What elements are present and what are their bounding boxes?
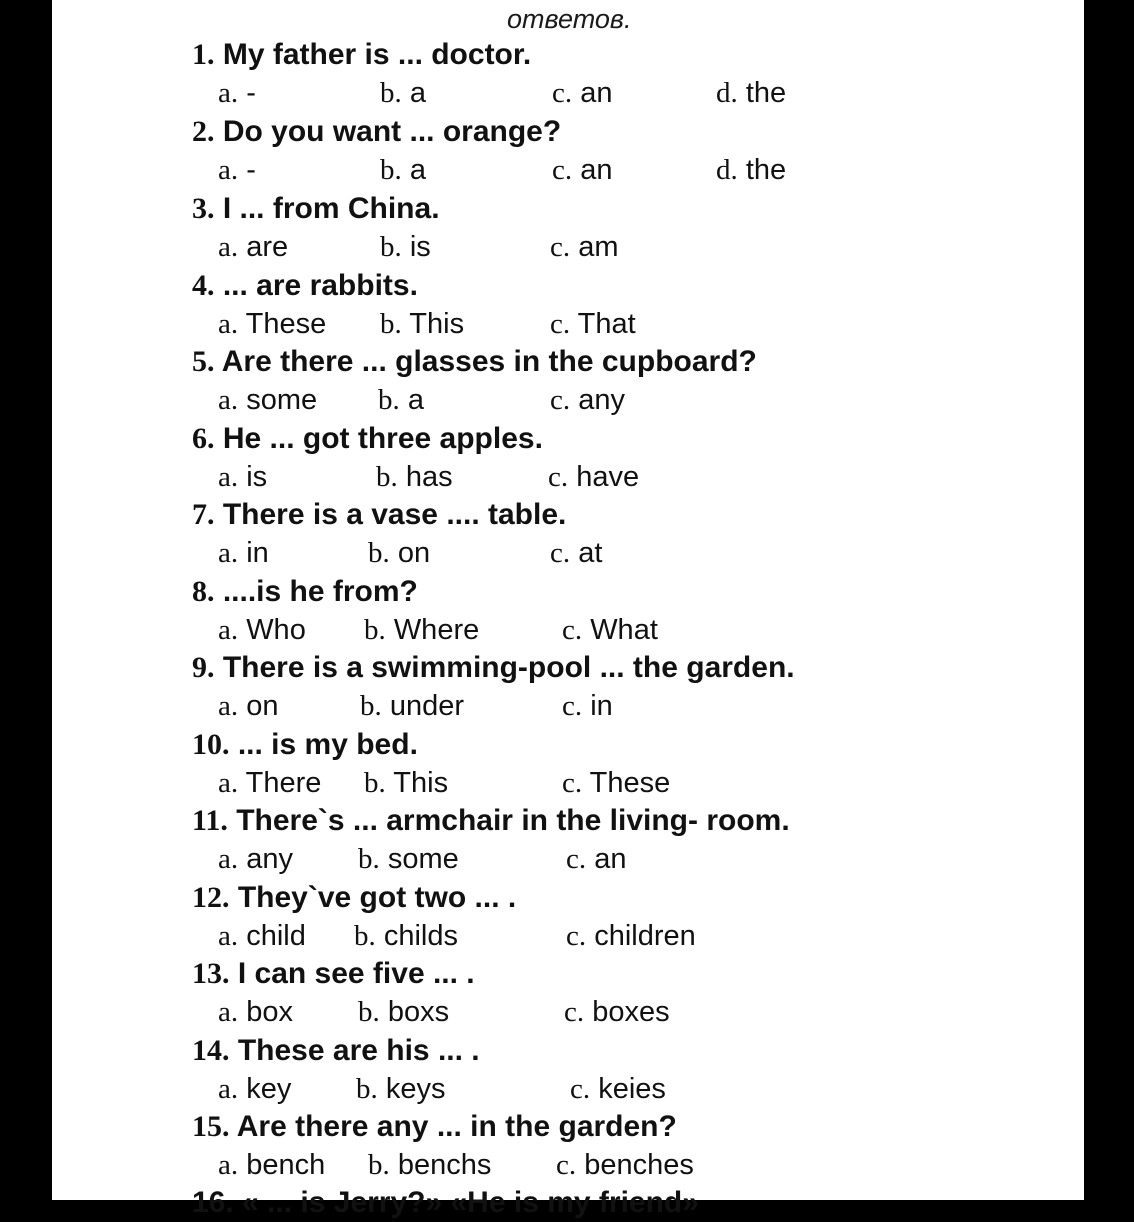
option-letter: a. [218, 690, 239, 722]
question-number: 2. [192, 115, 215, 148]
question-11 [192, 802, 790, 840]
question-1 [192, 36, 531, 74]
answer-option [380, 305, 464, 343]
answer-option [218, 764, 321, 802]
option-text: This [409, 308, 465, 340]
question-number: 12. [192, 881, 230, 914]
option-letter: c. [562, 767, 583, 799]
option-text: boxs [387, 996, 450, 1028]
option-letter: a. [218, 1073, 239, 1105]
answer-option [380, 151, 426, 189]
question-number: 1. [192, 38, 215, 71]
question-13 [192, 955, 475, 993]
answer-option [566, 840, 626, 878]
answer-option [552, 74, 612, 112]
answer-option [218, 687, 278, 725]
answer-option [364, 611, 479, 649]
option-letter: b. [368, 1149, 390, 1181]
option-text: a [407, 384, 424, 416]
answer-option [218, 381, 317, 419]
answer-option [380, 74, 426, 112]
answer-option [354, 917, 458, 955]
option-letter: a. [218, 154, 239, 186]
option-letter: a. [218, 1149, 239, 1181]
option-text: on [397, 537, 431, 569]
question-text: I can see five ... . [237, 957, 475, 990]
option-text: These [589, 767, 671, 799]
option-letter: c. [570, 1073, 591, 1105]
option-text: There [245, 767, 322, 799]
question-number: 14. [192, 1034, 230, 1067]
question-7 [192, 496, 566, 534]
question-9 [192, 649, 795, 687]
option-letter: a. [218, 308, 239, 340]
answer-options-13 [52, 993, 1084, 1031]
option-text: are [246, 231, 289, 263]
answer-option [562, 764, 670, 802]
answer-options-4 [52, 305, 1084, 343]
question-number: 11. [192, 804, 228, 837]
option-text: the [745, 77, 787, 109]
option-letter: b. [376, 461, 398, 493]
question-text: He ... got three apples. [222, 422, 543, 455]
option-text: Where [393, 614, 480, 646]
option-letter: a. [218, 231, 239, 263]
answer-option [368, 534, 430, 572]
answer-option [358, 840, 459, 878]
option-letter: d. [716, 154, 738, 186]
answer-option [564, 993, 670, 1031]
question-5 [192, 343, 757, 381]
option-letter: b. [364, 767, 386, 799]
option-letter: b. [380, 231, 402, 263]
option-letter: b. [354, 920, 376, 952]
option-text: the [745, 154, 787, 186]
option-text: boxes [592, 996, 670, 1028]
option-text: - [246, 154, 256, 186]
option-letter: b. [368, 537, 390, 569]
option-text: keies [598, 1073, 666, 1105]
option-text: an [580, 77, 613, 109]
question-text: Do you want ... orange? [222, 115, 562, 148]
answer-option [218, 151, 256, 189]
answer-options-5 [52, 381, 1084, 419]
answer-option [562, 611, 658, 649]
option-text: childs [383, 920, 458, 952]
answer-option [218, 917, 306, 955]
worksheet-page [52, 0, 1084, 1219]
option-letter: b. [358, 843, 380, 875]
option-letter: b. [364, 614, 386, 646]
question-number: 15. [192, 1110, 230, 1143]
question-number: 10. [192, 728, 230, 761]
answer-option [550, 305, 636, 343]
question-14 [192, 1032, 480, 1070]
question-text: Are there any ... in the garden? [236, 1110, 677, 1143]
question-text: I ... from China. [222, 192, 440, 225]
question-number: 13. [192, 957, 230, 990]
answer-options-3 [52, 228, 1084, 266]
option-text: - [246, 77, 256, 109]
option-text: on [246, 690, 279, 722]
option-text: box [246, 996, 293, 1028]
question-text: These are his ... . [237, 1034, 480, 1067]
option-letter: a. [218, 614, 239, 646]
question-number: 5. [192, 345, 215, 378]
question-12 [192, 879, 516, 917]
option-letter: b. [360, 690, 382, 722]
option-text: Who [246, 614, 306, 646]
answer-options-10 [52, 764, 1084, 802]
answer-option [360, 687, 464, 725]
answer-options-6 [52, 458, 1084, 496]
option-text: benchs [397, 1149, 492, 1181]
option-letter: b. [380, 154, 402, 186]
question-text: There is a swimming-pool ... the garden. [222, 651, 795, 684]
option-text: in [246, 537, 269, 569]
option-letter: c. [550, 384, 571, 416]
option-letter: c. [564, 996, 585, 1028]
option-letter: b. [356, 1073, 378, 1105]
answer-option [716, 151, 786, 189]
option-letter: c. [552, 77, 573, 109]
answer-option [218, 1146, 325, 1184]
answer-options-12 [52, 917, 1084, 955]
option-letter: a. [218, 920, 239, 952]
answer-option [356, 1070, 445, 1108]
option-letter: c. [552, 154, 573, 186]
answer-option [570, 1070, 666, 1108]
answer-option [550, 381, 625, 419]
answer-option [358, 993, 449, 1031]
option-text: am [578, 231, 619, 263]
option-text: key [246, 1073, 292, 1105]
option-text: have [576, 461, 640, 493]
answer-option [556, 1146, 694, 1184]
option-letter: b. [358, 996, 380, 1028]
option-text: a [409, 77, 426, 109]
answer-options-1 [52, 74, 1084, 112]
answer-option [218, 305, 326, 343]
answer-option [218, 993, 293, 1031]
option-letter: a. [218, 843, 239, 875]
question-text: ... is my bed. [237, 728, 418, 761]
option-letter: a. [218, 537, 239, 569]
option-letter: a. [218, 461, 239, 493]
question-text: ....is he from? [222, 575, 418, 608]
question-text: There`s ... armchair in the living- room. [236, 804, 790, 837]
answer-option [378, 381, 424, 419]
question-text: ... are rabbits. [222, 269, 418, 302]
option-letter: c. [556, 1149, 577, 1181]
option-text: a [409, 154, 426, 186]
answer-option [218, 1070, 291, 1108]
option-text: This [393, 767, 449, 799]
question-4 [192, 267, 418, 305]
option-letter: b. [380, 308, 402, 340]
answer-options-9 [52, 687, 1084, 725]
option-letter: b. [378, 384, 400, 416]
answer-option [218, 74, 256, 112]
answer-option [548, 458, 639, 496]
answer-option [562, 687, 613, 725]
answer-options-2 [52, 151, 1084, 189]
question-number: 3. [192, 192, 215, 225]
option-letter: b. [380, 77, 402, 109]
answer-options-8 [52, 611, 1084, 649]
answer-options-15 [52, 1146, 1084, 1184]
question-text: They`ve got two ... . [237, 881, 517, 914]
option-text: What [590, 614, 658, 646]
question-3 [192, 190, 440, 228]
question-8 [192, 573, 418, 611]
answer-options-14 [52, 1070, 1084, 1108]
option-text: under [389, 690, 464, 722]
answer-option [218, 611, 306, 649]
answer-option [218, 534, 269, 572]
option-letter: c. [550, 231, 571, 263]
question-number: 9. [192, 651, 215, 684]
option-text: in [590, 690, 613, 722]
option-text: has [405, 461, 453, 493]
option-letter: a. [218, 767, 239, 799]
option-text: any [578, 384, 625, 416]
option-letter: c. [550, 537, 571, 569]
option-letter: c. [548, 461, 569, 493]
answer-option [550, 534, 602, 572]
option-text: children [594, 920, 696, 952]
option-letter: d. [716, 77, 738, 109]
answer-option [380, 228, 431, 266]
answer-options-7 [52, 534, 1084, 572]
question-2 [192, 113, 561, 151]
answer-option [368, 1146, 491, 1184]
question-text: There is a vase .... table. [222, 498, 567, 531]
option-text: any [246, 843, 293, 875]
option-letter: a. [218, 77, 239, 109]
question-6 [192, 420, 543, 458]
option-text: at [578, 537, 603, 569]
option-text: child [246, 920, 306, 952]
answer-option [552, 151, 612, 189]
option-letter: c. [562, 690, 583, 722]
option-letter: a. [218, 996, 239, 1028]
option-text: bench [246, 1149, 326, 1181]
option-text: is [246, 461, 268, 493]
cut-off-question: 16. « ... is Jerry?» «He is my friend» [192, 1186, 699, 1219]
option-text: is [409, 231, 431, 263]
option-text: some [387, 843, 459, 875]
header-fragment: ответов. [507, 4, 632, 34]
option-letter: c. [566, 843, 587, 875]
answer-option [364, 764, 448, 802]
question-number: 6. [192, 422, 215, 455]
answer-options-11 [52, 840, 1084, 878]
answer-option [218, 458, 267, 496]
question-number: 4. [192, 269, 215, 302]
option-text: That [577, 308, 636, 340]
option-letter: c. [562, 614, 583, 646]
question-number: 8. [192, 575, 215, 608]
answer-option [566, 917, 696, 955]
question-number: 7. [192, 498, 215, 531]
question-text: Are there ... glasses in the cupboard? [221, 345, 757, 378]
question-10 [192, 726, 418, 764]
option-text: benches [584, 1149, 694, 1181]
option-letter: c. [566, 920, 587, 952]
answer-option [218, 840, 293, 878]
question-text: My father is ... doctor. [222, 38, 532, 71]
answer-option [716, 74, 786, 112]
answer-option [376, 458, 453, 496]
option-text: These [245, 308, 327, 340]
question-15 [192, 1108, 677, 1146]
answer-option [550, 228, 618, 266]
option-text: an [594, 843, 627, 875]
option-text: keys [385, 1073, 446, 1105]
option-text: some [246, 384, 318, 416]
option-letter: a. [218, 384, 239, 416]
option-text: an [580, 154, 613, 186]
answer-option [218, 228, 288, 266]
option-letter: c. [550, 308, 571, 340]
